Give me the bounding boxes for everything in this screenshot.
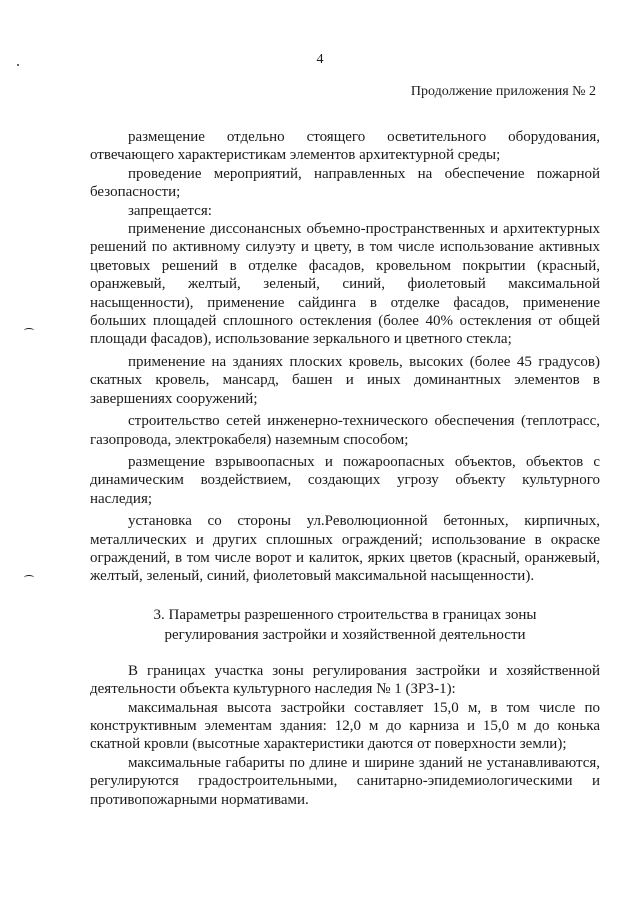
section-title-line: 3. Параметры разрешенного строительства в границах зоны <box>153 606 537 623</box>
hole-punch-mark-bottom <box>24 575 34 580</box>
paragraph: размещение отдельно стоящего осветительного оборудования, отвечающего характеристикам элементов архитектурной среды; <box>90 129 600 164</box>
section-title-line: регулирования застройки и хозяйственной деятельности <box>164 626 526 643</box>
paragraph: максимальные габариты по длине и ширине зданий не устанавливаются, регулируются градостроительными, санитарно-эпидемиологическими и противопожарными нормативами. <box>90 754 600 808</box>
hole-punch-mark-top <box>24 328 34 333</box>
paragraph: строительство сетей инженерно-технического обеспечения (теплотрасс, газопровода, электрокабеля) наземным способом; <box>90 413 600 448</box>
paragraph: установка со стороны ул.Революционной бетонных, кирпичных, металлических и других сплошных ограждений; использование в окраске ограждений, в том числе ворот и калиток, ярких цветов (красный, оранжевый, желтый, зеленый, синий, фиолетовый максимальной насыщенности). <box>90 513 600 585</box>
page-number: 4 <box>316 52 324 67</box>
paragraph: В границах участка зоны регулирования застройки и хозяйственной деятельности объекта культурного наследия № 1 (ЗРЗ-1): <box>90 662 600 698</box>
document-body <box>90 128 600 809</box>
paragraph: запрещается: <box>128 202 212 219</box>
paragraph: максимальная высота застройки составляет 15,0 м, в том числе по конструктивным элементам здания: 12,0 м до карниза и 15,0 м до конька скатной кровли (высотные характеристики даются от поверхности земли); <box>90 699 600 753</box>
scan-dot <box>17 64 19 66</box>
paragraph: применение диссонансных объемно-пространственных и архитектурных решений по активному силуэту и цвету, в том числе использование активных цветовых решений в отделке фасадов, кровельном покрытии (красный, оранжевый, желтый, зеленый, синий, фиолетовый максимальной насыщенности), применение сайдинга в отделке фасадов, применение больших площадей сплошного остекления (более 40% остекления от общей площади фасадов), использование зеркального и цветного стекла; <box>90 221 600 348</box>
paragraph: применение на зданиях плоских кровель, высоких (более 45 градусов) скатных кровель, мансард, башен и иных доминантных элементов в завершениях сооружений; <box>90 353 600 407</box>
paragraph: размещение взрывоопасных и пожароопасных объектов, объектов с динамическим воздействием, создающих угрозу объекту культурного наследия; <box>90 453 600 507</box>
section-title <box>90 605 600 645</box>
appendix-header: Продолжение приложения № 2 <box>410 84 596 99</box>
paragraph: проведение мероприятий, направленных на обеспечение пожарной безопасности; <box>90 165 600 201</box>
